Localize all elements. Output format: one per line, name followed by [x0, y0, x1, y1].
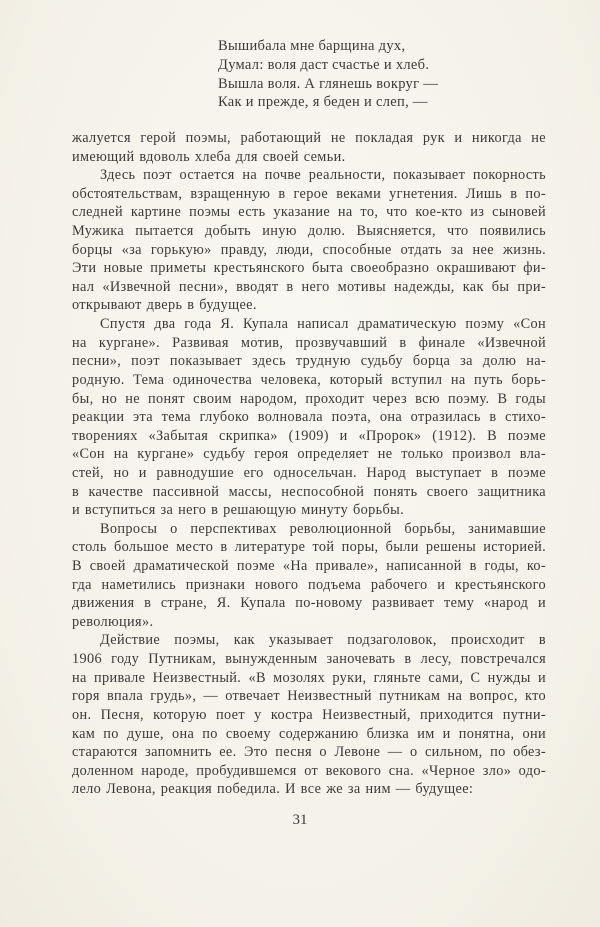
text-line: жалуется герой поэмы, работающий не покладая рук и никогда не — [72, 130, 546, 146]
paragraph — [72, 631, 546, 798]
text-line: В своей драматической поэме «На привале», написанной в годы, ко- — [72, 558, 546, 575]
paragraph — [72, 315, 546, 520]
text-line: Вопросы о перспективах революционной борьбы, занимавшие — [100, 520, 546, 537]
verse-line: Вышибала мне барщина дух, — [218, 38, 406, 54]
text-line: родную. Тема одиночества человека, который вступил на путь борь- — [72, 371, 546, 388]
text-line: и вступиться за него в решающую минуту борьбы. — [72, 502, 404, 519]
verse-block — [218, 37, 438, 112]
text-line: песни», поэт показывает здесь трудную судьбу борца за долю на- — [72, 353, 546, 370]
text-line: столь большое место в литературе той поры, были решены историей. — [72, 539, 546, 556]
text-line: он. Песня, которую поет у костра Неизвестный, приходится путни- — [72, 706, 546, 723]
body-text — [72, 129, 546, 799]
text-line: имеющий вдоволь хлеба для своей семьи. — [72, 148, 346, 165]
text-line: движения в стране, Я. Купала по-новому развивает тему «народ и — [72, 595, 546, 612]
page-number: 31 — [292, 812, 308, 828]
text-line: на привале Неизвестный. «В мозолях руки, гляньте сами, С нужды и — [72, 669, 546, 686]
text-line: революция». — [72, 613, 154, 630]
paragraph — [72, 520, 546, 632]
text-line: доленном народе, пробудившемся от векового сна. «Черное зло» одо- — [72, 762, 546, 779]
text-line: гда наметились признаки нового подъема рабочего и крестьянского — [72, 576, 546, 593]
verse-line: Как и прежде, я беден и слеп, — — [218, 94, 428, 111]
text-line: стараются запомнить ее. Это песня о Левоне — о сильном, по обез- — [72, 744, 546, 761]
text-line: на кургане». Развивая мотив, прозвучавший в финале «Извечной — [72, 334, 546, 351]
text-line: Действие поэмы, как указывает подзаголовок, происходит в — [100, 632, 546, 649]
text-line: Здесь поэт остается на почве реальности, показывает покорность — [100, 167, 546, 184]
text-line: кам по душе, она по своему содержанию близка им и понятна, они — [72, 725, 546, 742]
text-line: Мужика пытается добыть иную долю. Выясняется, что появились — [72, 223, 546, 240]
verse-line: Думал: воля даст счастье и хлеб. — [218, 56, 430, 73]
text-line: стей, но и равнодушие его односельчан. Народ выступает в поэме — [72, 464, 546, 481]
text-line: горя впала грудь», — отвечает Неизвестный путникам на вопрос, кто — [72, 688, 546, 705]
text-line: Спустя два года Я. Купала написал драматическую поэму «Сон — [100, 316, 546, 333]
text-line: борцы «за горькую» правду, люди, способные отдать за нее жизнь. — [72, 241, 546, 258]
text-line: в качестве пассивной массы, неспособной понять своего защитника — [72, 483, 546, 500]
text-line: бы, но не понят своим народом, проходит через всю поэму. В годы — [72, 390, 546, 407]
text-line: обстоятельствам, взращенную в герое веками угнетения. Лишь в по- — [72, 185, 546, 202]
text-line: 1906 году Путникам, вынужденным заночевать в лесу, повстречался — [72, 651, 546, 668]
text-line: творениях «Забытая скрипка» (1909) и «Пророк» (1912). В поэме — [72, 427, 546, 444]
text-line: следней картине поэмы есть указание на то, что кое-кто из сыновей — [72, 204, 546, 221]
text-line: Эти новые приметы крестьянского быта своеобразно окрашивают фи- — [72, 260, 546, 277]
text-line: лело Левона, реакция победила. И все же за ним — будущее: — [72, 781, 474, 798]
text-line: «Сон на кургане» судьбу героя определяет не только произвол вла- — [72, 446, 546, 463]
text-line: нал «Извечной песни», вводят в него мотивы надежды, как бы при- — [72, 278, 546, 295]
text-line: открывают дверь в будущее. — [72, 297, 257, 314]
paragraph — [72, 129, 546, 166]
paragraph — [72, 166, 546, 315]
verse-line: Вышла воля. А глянешь вокруг — — [218, 75, 439, 92]
text-line: реакции эта тема глубоко волновала поэта, она отразилась в стихо- — [72, 409, 546, 426]
